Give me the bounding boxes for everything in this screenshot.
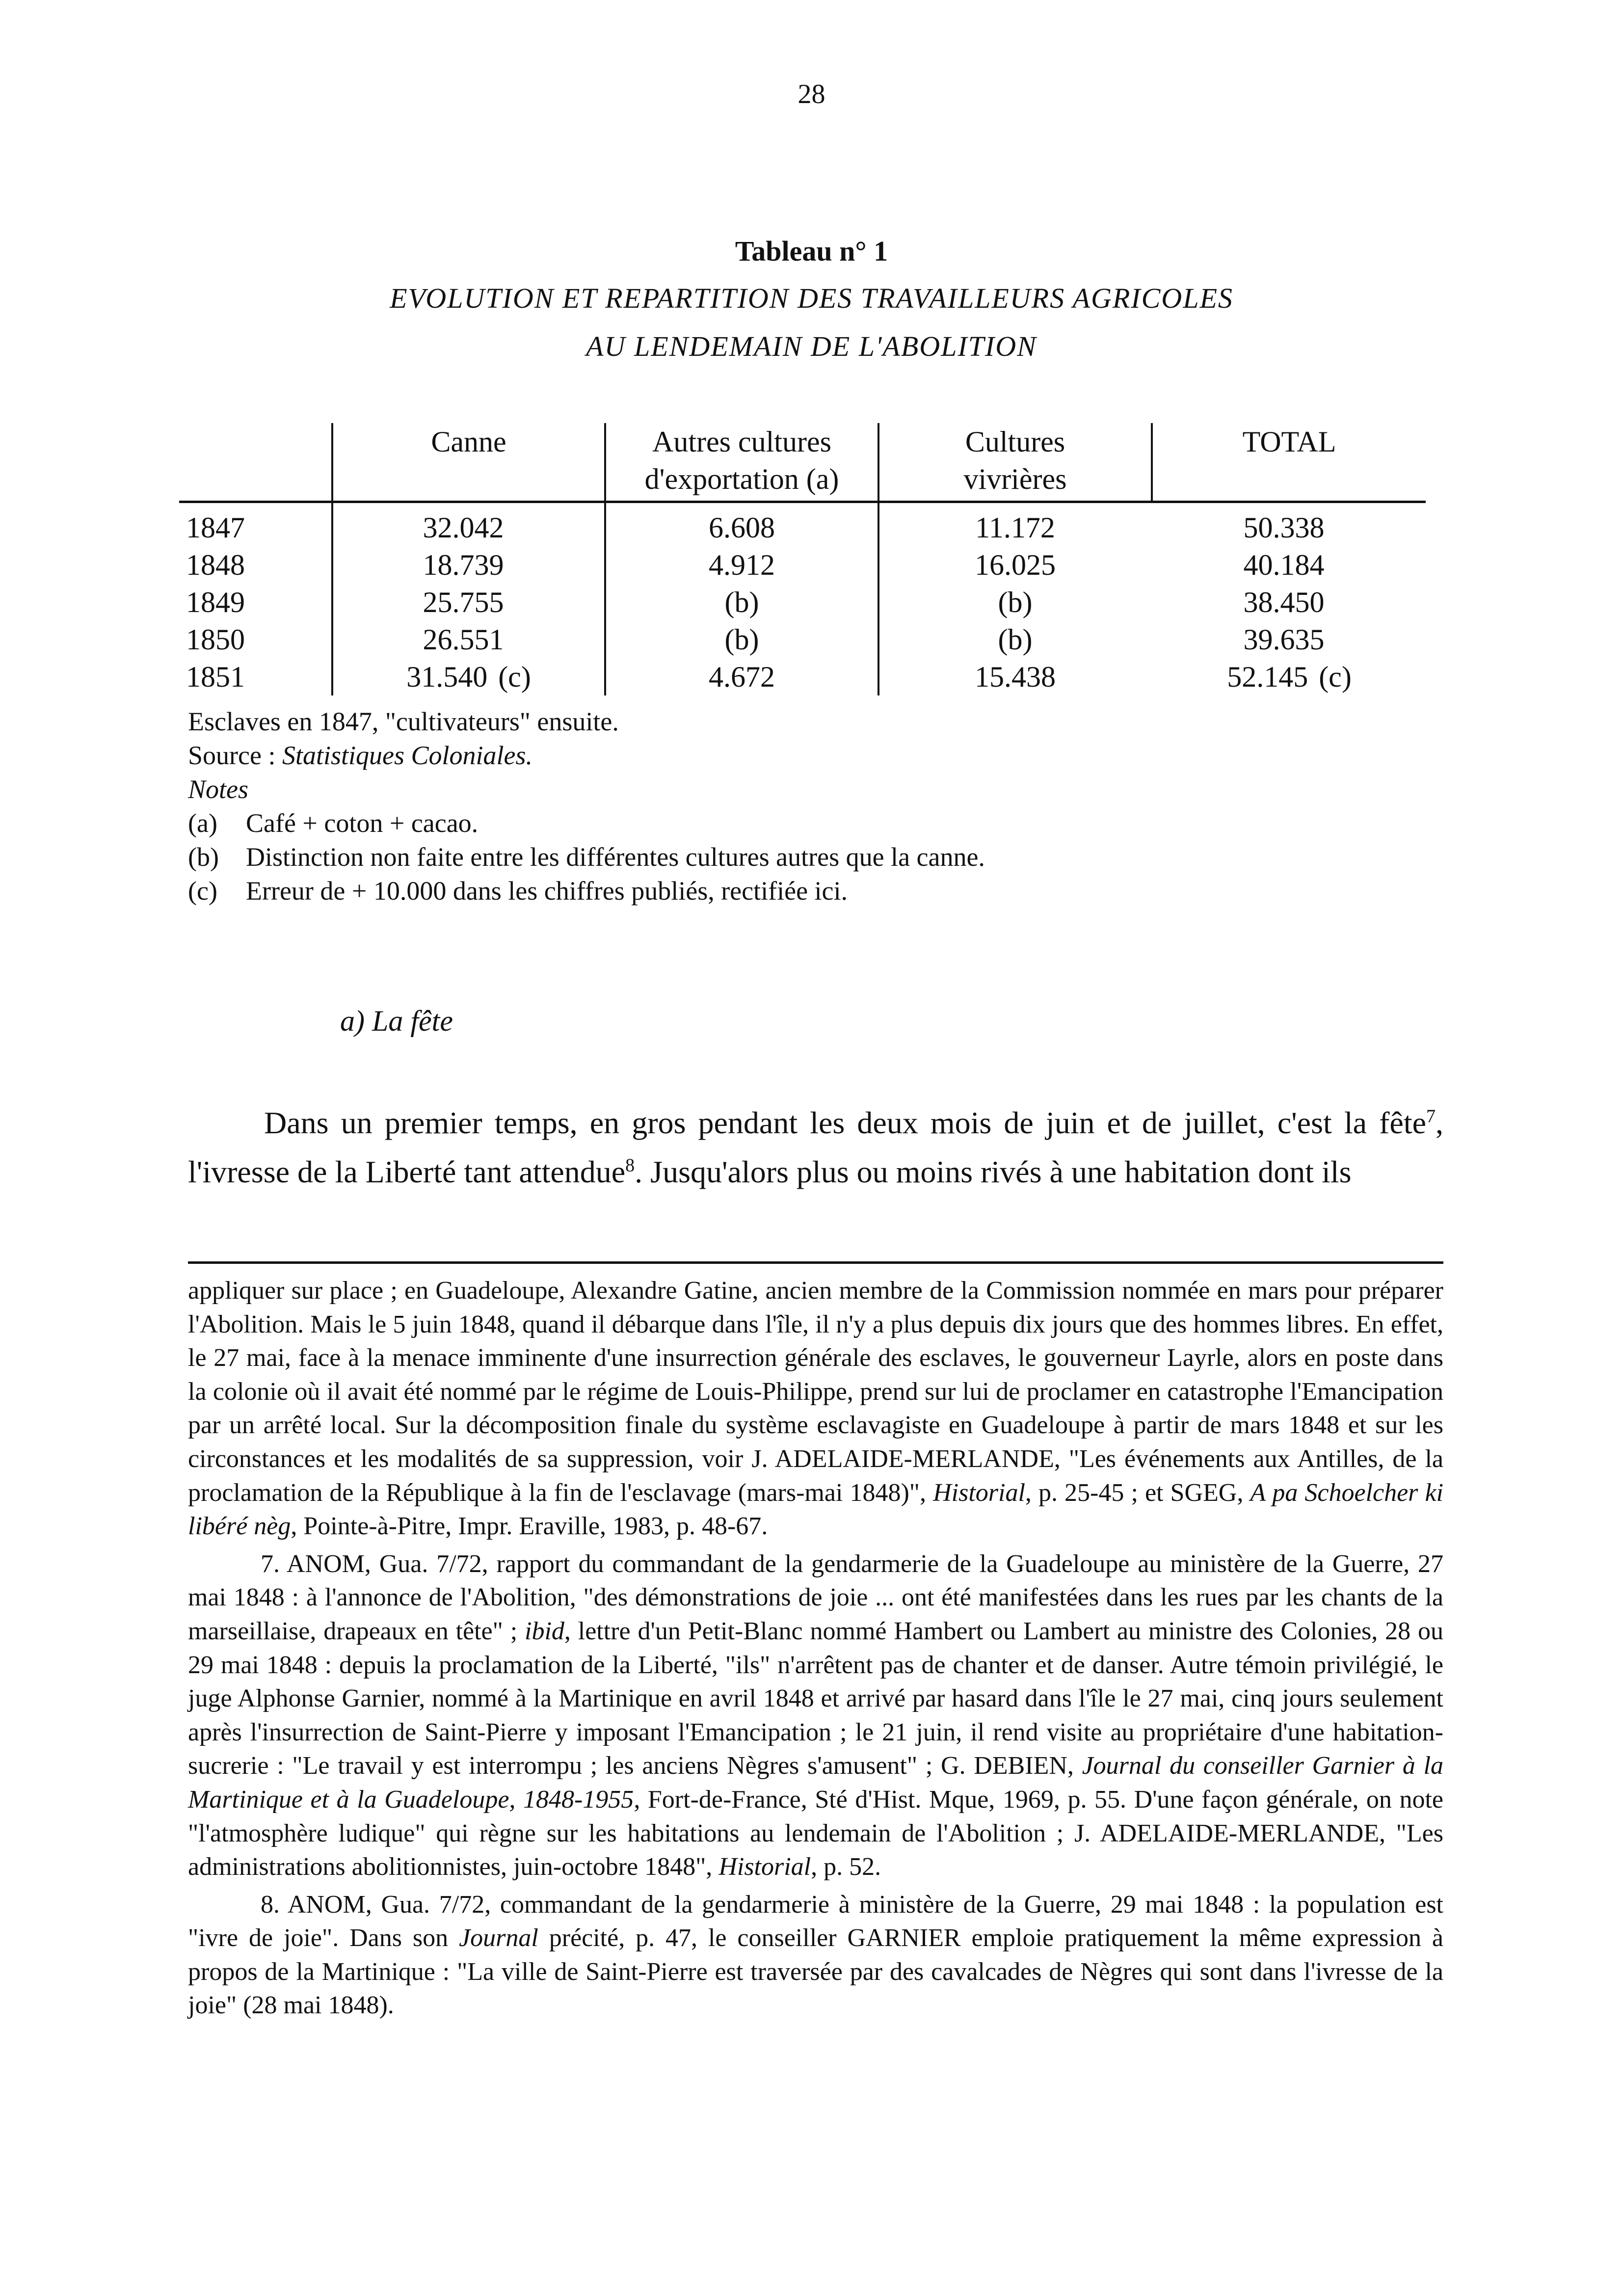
note-item: (a) Café + coton + cacao. [188, 808, 479, 838]
cell-vivrieres: 16.025 [975, 549, 1056, 581]
footnote-7: 7. ANOM, Gua. 7/72, rapport du commandant de la gendarmerie de la Guadeloupe au ministère de la Guerre, 27 mai 1848 : à l'annonce de l'Abolition, "des démonstrations de joie ... ont été manifestées dans les rues par les chants de la marseillaise, drapeaux en tête" ; ibid, lettre d'un Petit-Blanc nommé Hambert ou Lambert au ministre des Colonies, 28 ou 29 mai 1848 : depuis la proclamation de la Liberté, "ils" n'arrêtent pas de chanter et de danser. Autre témoin privilégié, le juge Alphonse Garnier, nommé à la Martinique en avril 1848 et arrivé par hasard dans l'île le 27 mai, cinq jours seulement après l'insurrection de Saint-Pierre y imposant l'Emancipation ; le 21 juin, il rend visite au propriétaire d'une habitation-sucrerie : "Le travail y est interrompu ; les anciens Nègres s'amusent" ; G. DEBIEN, Journal du conseiller Garnier à la Martinique et à la Guadeloupe, 1848-1955, Fort-de-France, Sté d'Hist. Mque, 1969, p. 55. D'une façon générale, on note "l'atmosphère ludique" qui règne sur les habitations au lendemain de l'Abolition ; J. ADELAIDE-MERLANDE, "Les administrations abolitionnistes, juin-octobre 1848", Historial, p. 52. [188, 1549, 1443, 1881]
row-year: 1850 [186, 623, 245, 656]
table-source: Source : Statistiques Coloniales. [188, 741, 532, 770]
cell-total: 39.635 [1243, 623, 1325, 656]
cell-autres: 4.912 [709, 549, 775, 581]
cell-total: 50.338 [1243, 511, 1325, 544]
cell-autres: (b) [724, 586, 759, 618]
footnote-rule [188, 1261, 1443, 1264]
row-year: 1847 [186, 511, 245, 544]
cell-vivrieres: (b) [998, 623, 1033, 656]
table-title: Tableau n° 1 [735, 235, 888, 267]
workers-table [179, 423, 1426, 698]
table-subtitle-line1: EVOLUTION ET REPARTITION DES TRAVAILLEURS AGRICOLES [390, 282, 1233, 314]
cell-canne: 18.739 [423, 549, 504, 581]
cell-autres: (b) [724, 623, 759, 656]
footnote-ref: 7 [1426, 1106, 1436, 1127]
table-notes [188, 705, 985, 908]
cell-vivrieres: 11.172 [975, 511, 1055, 544]
table-caption: Esclaves en 1847, "cultivateurs" ensuite. [188, 707, 619, 736]
body-paragraph: Dans un premier temps, en gros pendant les deux mois de juin et de juillet, c'est la fête$^7$, l'ivresse de la Liberté tant attendue$^8$. Jusqu'alors plus ou moins rivés à une habitation dont ils [188, 1105, 1443, 1189]
footnote-8: 8. ANOM, Gua. 7/72, commandant de la gendarmerie à ministère de la Guerre, 29 mai 1848 : la population est "ivre de joie". Dans son Journal précité, p. 47, le conseiller GARNIER emploie pratiquement la même expression à propos de la Martinique : "La ville de Saint-Pierre est traversée par des cavalcades de Nègres qui sont dans l'ivresse de la joie" (28 mai 1848). [188, 1890, 1443, 2020]
cell-canne: 31.540 (c) [406, 661, 531, 693]
cell-canne: 26.551 [423, 623, 504, 656]
section-heading: a) La fête [340, 1005, 453, 1037]
table-subtitle-line2: AU LENDEMAIN DE L'ABOLITION [586, 330, 1037, 362]
row-year: 1849 [186, 586, 245, 618]
footnotes [188, 1274, 1443, 2023]
row-year: 1851 [186, 661, 245, 693]
cell-autres: 4.672 [709, 661, 775, 693]
cell-vivrieres: 15.438 [975, 661, 1056, 693]
cell-total: 38.450 [1243, 586, 1325, 618]
notes-label: Notes [188, 774, 249, 804]
cell-total: 52.145 (c) [1227, 661, 1352, 693]
header-canne: Canne [431, 426, 506, 458]
cell-total: 40.184 [1243, 549, 1325, 581]
cell-autres: 6.608 [709, 511, 775, 544]
header-total: TOTAL [1242, 426, 1336, 458]
cell-canne: 25.755 [423, 586, 504, 618]
header-cultures-vivrieres: Cultures vivrières [963, 426, 1067, 495]
cell-canne: 32.042 [423, 511, 504, 544]
header-autres-cultures: Autres cultures d'exportation (a) [644, 426, 839, 495]
footnote-ref: 8 [625, 1155, 635, 1176]
header-rule [179, 501, 1426, 503]
row-year: 1848 [186, 549, 245, 581]
cell-vivrieres: (b) [998, 586, 1033, 618]
note-item: (c) Erreur de + 10.000 dans les chiffres publiés, rectifiée ici. [188, 876, 848, 906]
page-number: 28 [798, 79, 825, 109]
note-item: (b) Distinction non faite entre les différentes cultures autres que la canne. [188, 842, 985, 872]
footnote-continuation: appliquer sur place ; en Guadeloupe, Alexandre Gatine, ancien membre de la Commission nommée en mars pour préparer l'Abolition. Mais le 5 juin 1848, quand il débarque dans l'île, il n'y a plus depuis dix jours que des hommes libres. En effet, le 27 mai, face à la menace imminente d'une insurrection générale des esclaves, le gouverneur Layrle, alors en poste dans la colonie où il avait été nommé par le régime de Louis-Philippe, prend sur lui de proclamer en catastrophe l'Emancipation par un arrêté local. Sur la décomposition finale du système esclavagiste en Guadeloupe à partir de mars 1848 et sur les circonstances et les modalités de sa suppression, voir J. ADELAIDE-MERLANDE, "Les événements aux Antilles, de la proclamation de la République à la fin de l'esclavage (mars-mai 1848)", Historial, p. 25-45 ; et SGEG, A pa Schoelcher ki libéré nèg, Pointe-à-Pitre, Impr. Eraville, 1983, p. 48-67. [188, 1277, 1443, 1541]
